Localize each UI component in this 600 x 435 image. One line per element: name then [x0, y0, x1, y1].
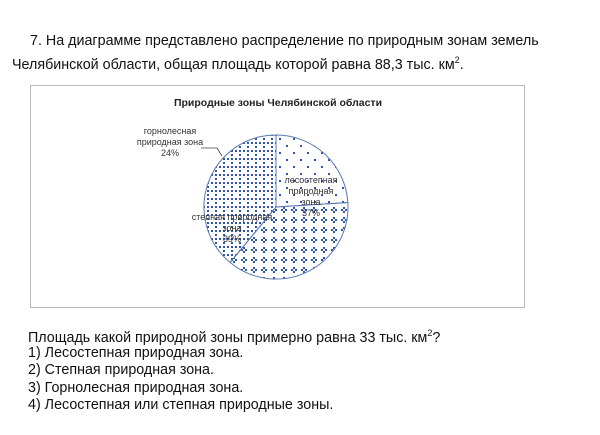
- answer-options: [28, 345, 333, 414]
- answer-option-4[interactable]: 4) Лесостепная или степная природные зоны.: [28, 396, 334, 413]
- question-prompt-end: ?: [432, 329, 441, 346]
- unit-superscript: 2: [454, 55, 460, 65]
- pie-chart: [31, 86, 526, 309]
- chart-frame: [30, 85, 525, 308]
- slice-label-2: лесостепная природная зона 37%: [284, 175, 338, 218]
- slice-leader-line-1: [201, 148, 222, 156]
- question-prompt-text: Площадь какой природной зоны примерно равна 33 тыс. км: [28, 329, 428, 346]
- question-intro-line1: 7. На диаграмме представлено распределение по природным зонам земель: [30, 33, 539, 49]
- answer-option-3[interactable]: 3) Горнолесная природная зона.: [28, 379, 244, 396]
- chart-title: Природные зоны Челябинской области: [173, 97, 383, 109]
- question-prompt: [28, 328, 440, 346]
- question-intro-line2-text: Челябинской области, общая площадь которой равна 88,3 тыс. км: [12, 56, 455, 73]
- slice-label-3: степная природная зона 39%: [191, 212, 273, 244]
- question-intro: [12, 32, 598, 75]
- question-intro-line2-end: .: [459, 56, 464, 73]
- question-intro-line2: [12, 51, 598, 75]
- prompt-unit-superscript: 2: [427, 328, 433, 338]
- slice-label-1: горнолесная природная зона 24%: [136, 126, 204, 158]
- answer-option-2[interactable]: 2) Степная природная зона.: [28, 362, 214, 379]
- answer-option-1[interactable]: 1) Лесостепная природная зона.: [28, 345, 244, 361]
